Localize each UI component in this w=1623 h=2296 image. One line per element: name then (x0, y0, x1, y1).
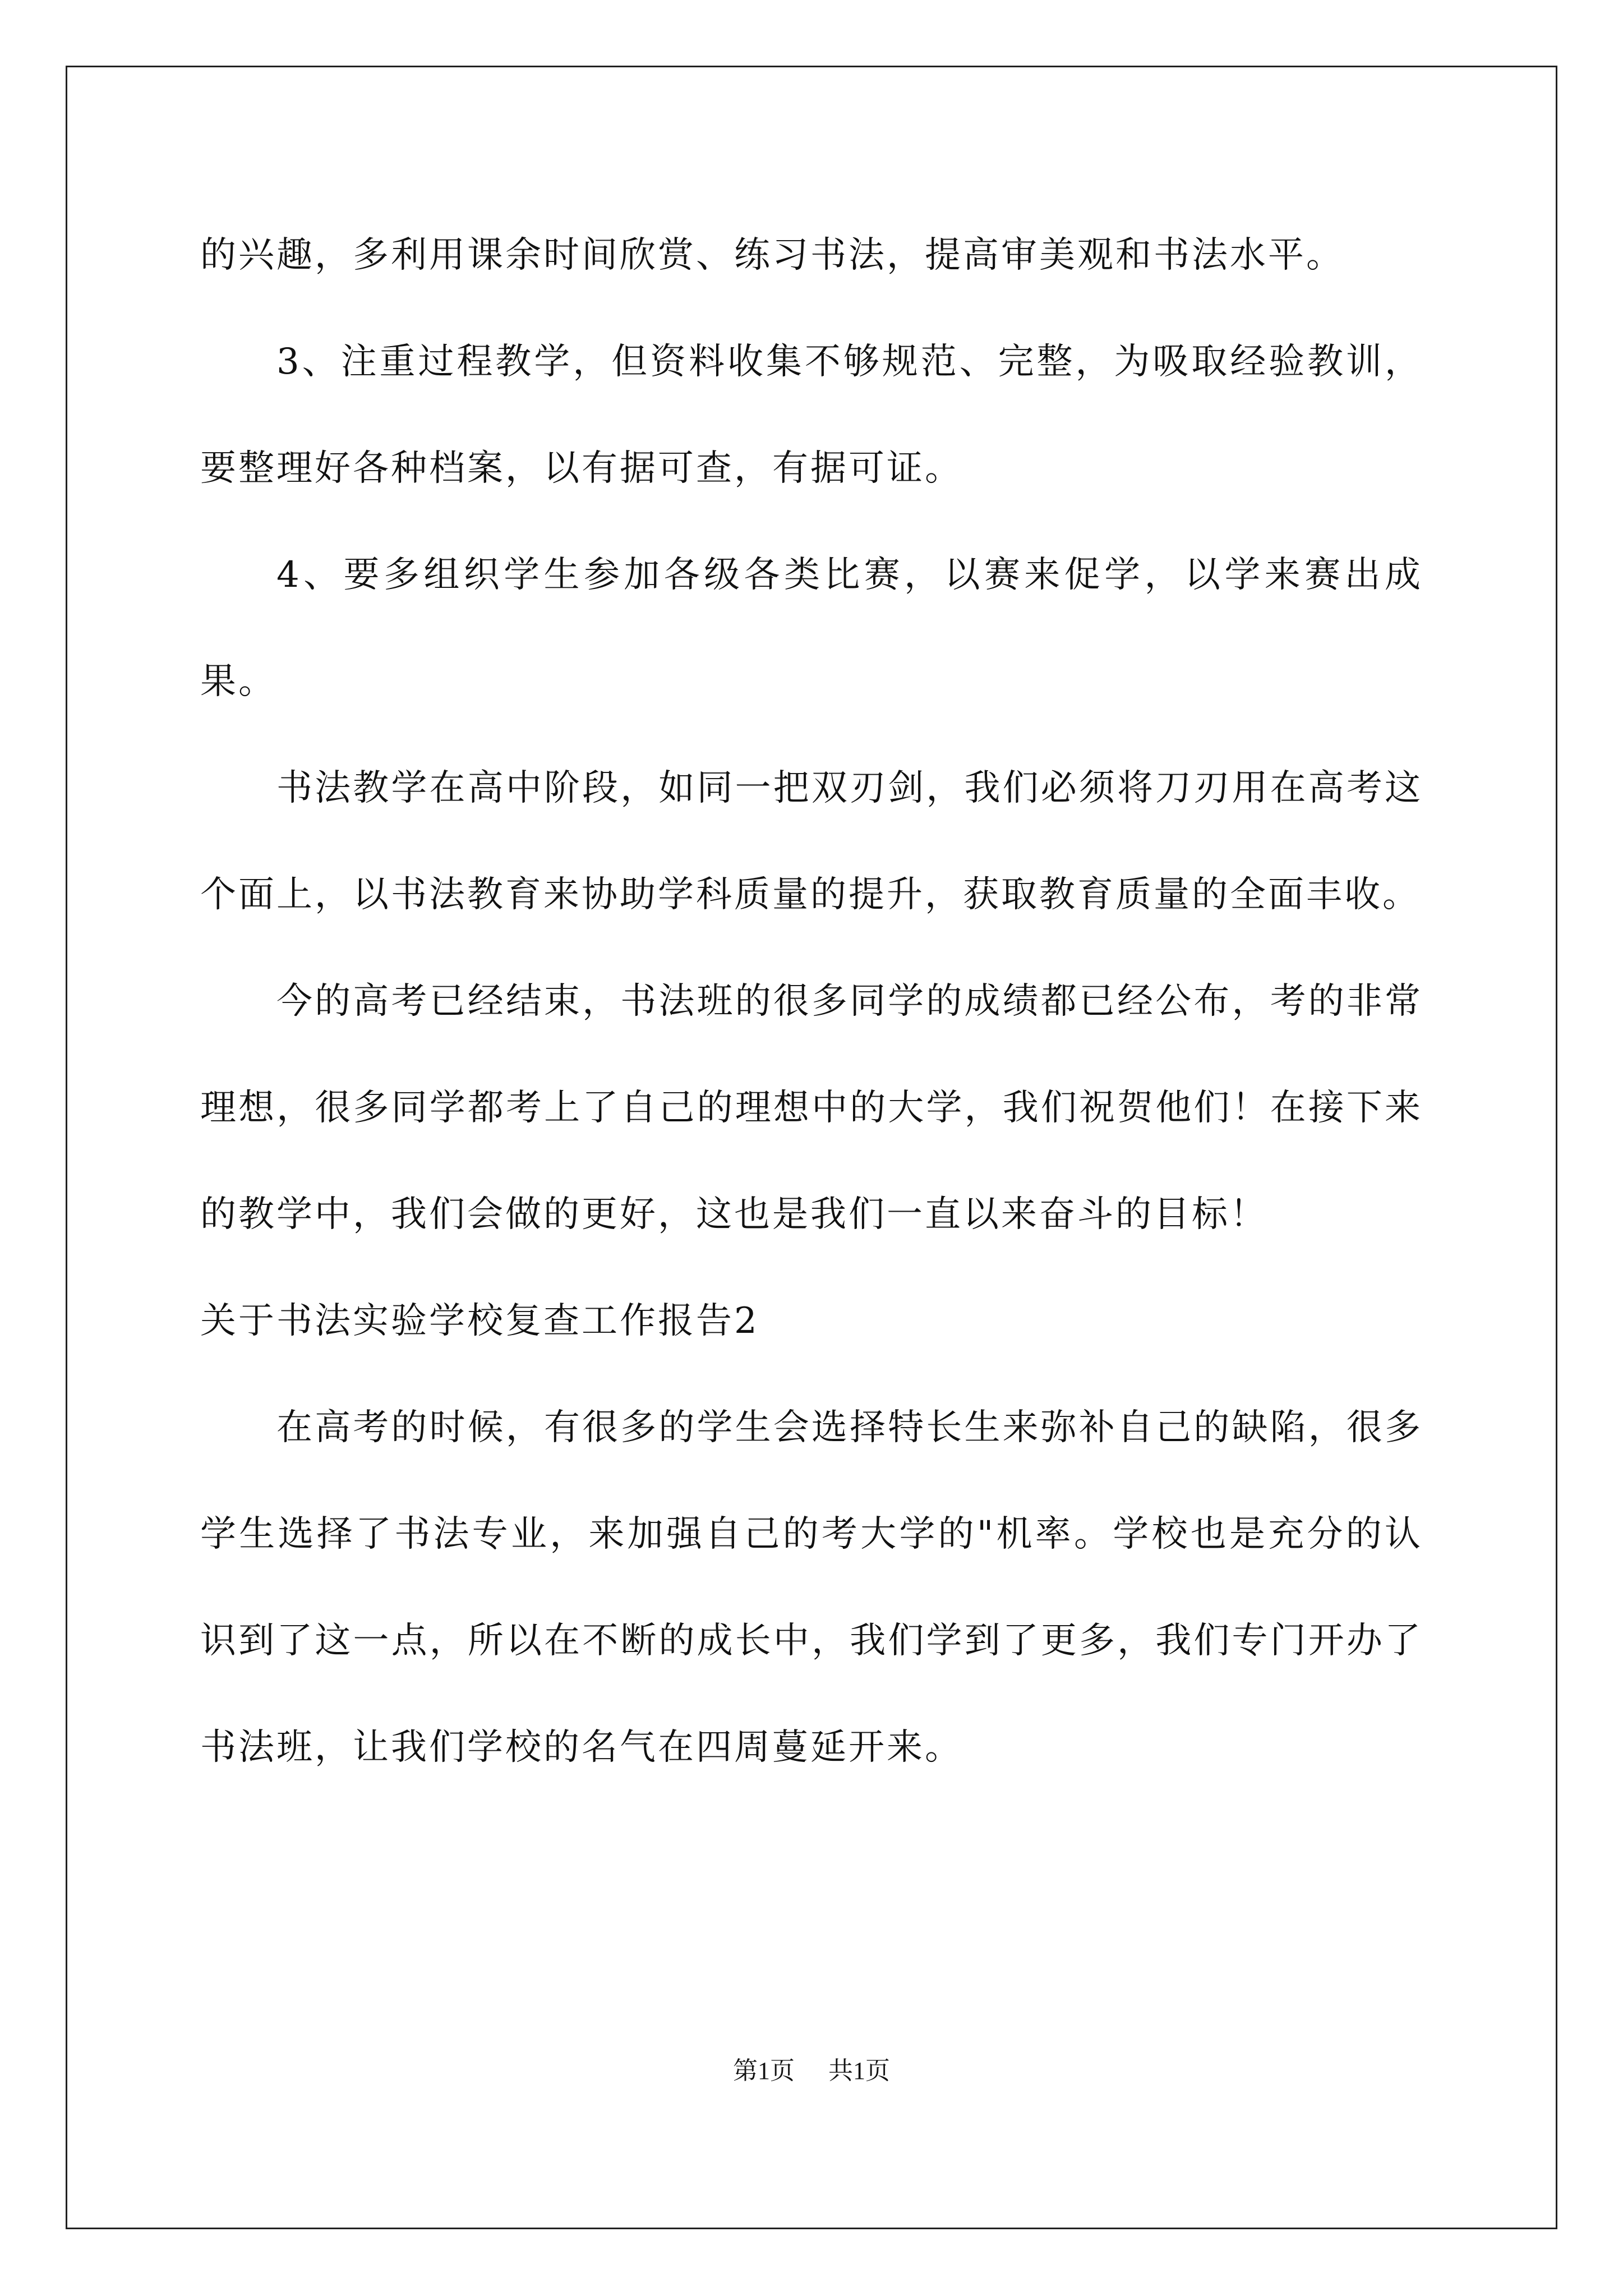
section-heading: 关于书法实验学校复查工作报告2 (200, 1300, 759, 1342)
paragraph-specialty-students: 在高考的时候，有很多的学生会选择特长生来弥补自己的缺陷，很多学生选择了书法专业，来加强自己的考大学的"机率。学校也是充分的认识到了这一点，所以在不断的成长中，我们学到了更多，我们专门开办了书法班，让我们学校的名气在四周蔓延开来。 (200, 1407, 1423, 1768)
document-body (200, 202, 1423, 1801)
page-total: 共1页 (828, 2057, 890, 2085)
paragraph-item-4: 4、要多组织学生参加各级各类比赛，以赛来促学，以学来赛出成果。 (200, 554, 1423, 702)
paragraph-exam-results: 今的高考已经结束，书法班的很多同学的成绩都已经公布，考的非常理想，很多同学都考上了自己的理想中的大学，我们祝贺他们！在接下来的教学中，我们会做的更好，这也是我们一直以来奋斗的目标！ (200, 981, 1423, 1235)
paragraph-continuation: 的兴趣，多利用课余时间欣赏、练习书法，提高审美观和书法水平。 (200, 234, 1344, 276)
page-number: 第1页 (733, 2057, 795, 2085)
paragraph-calligraphy-teaching: 书法教学在高中阶段，如同一把双刃剑，我们必须将刀刃用在高考这个面上，以书法教育来协助学科质量的提升，获取教育质量的全面丰收。 (200, 767, 1423, 915)
paragraph-item-3: 3、注重过程教学，但资料收集不够规范、完整，为吸取经验教训，要整理好各种档案，以有据可查，有据可证。 (200, 341, 1423, 489)
page-footer (0, 2050, 1623, 2086)
